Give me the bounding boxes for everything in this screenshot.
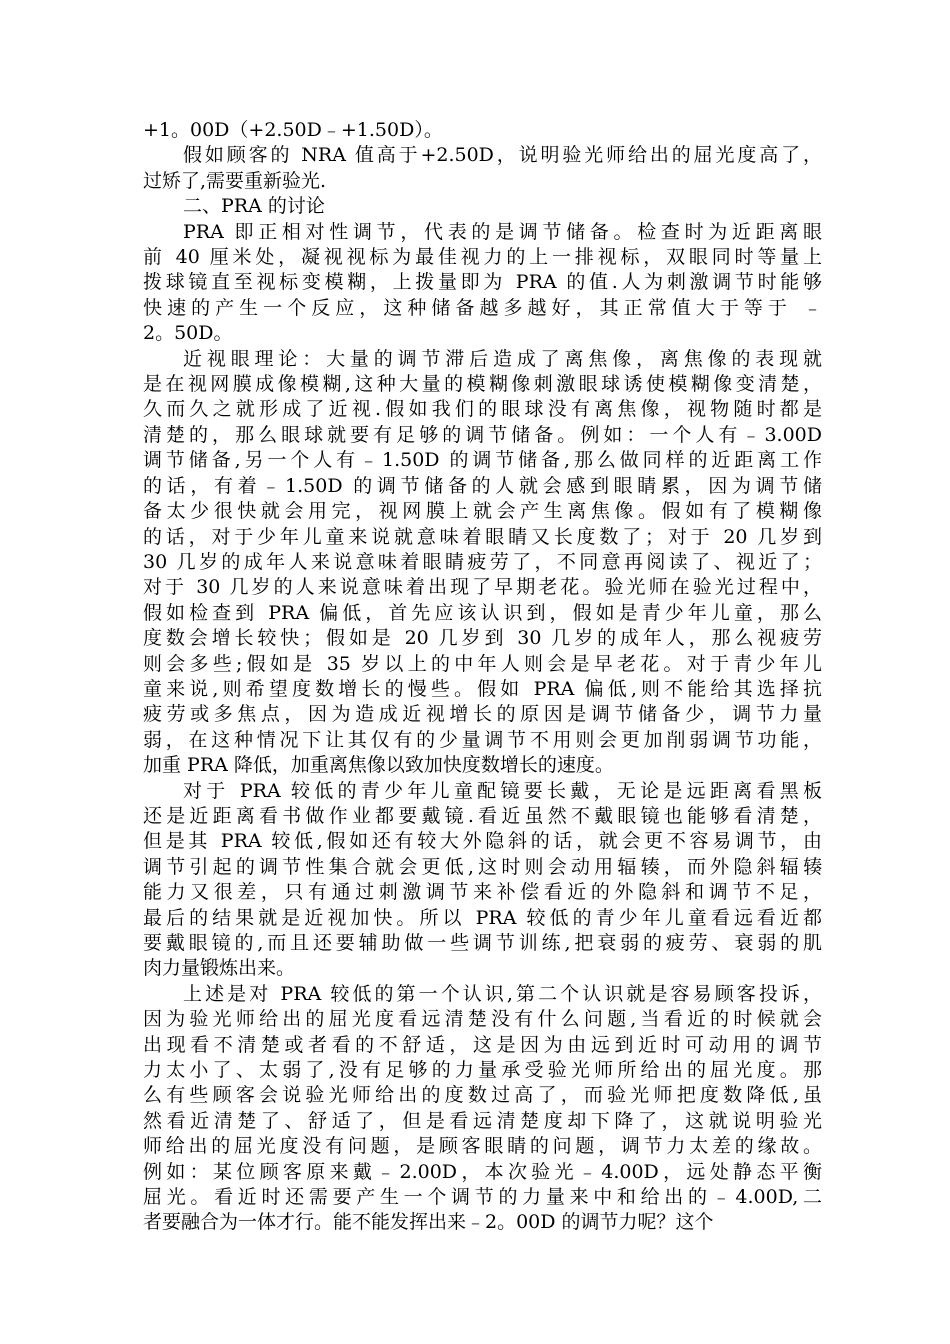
text-line: 对于 30 几岁的人来说意味着出现了早期老花。验光师在验光过程中， <box>143 576 822 599</box>
text-line: 弱，在这种情况下让其仅有的少量调节不用则会更加削弱调节功能， <box>143 728 822 751</box>
text-line: 过矫了,需要重新验光. <box>143 169 327 192</box>
text-line: 师给出的屈光度没有问题，是顾客眼睛的问题，调节力太差的缘故。 <box>143 1135 822 1158</box>
text-line: 近视眼理论：大量的调节滞后造成了离焦像，离焦像的表现就 <box>183 347 822 370</box>
text-line: 清楚的，那么眼球就要有足够的调节储备。例如：一个人有﹣3.00D <box>143 423 822 446</box>
text-line: 拨球镜直至视标变模糊，上拨量即为 PRA 的值.人为刺激调节时能够 <box>143 271 822 294</box>
text-line: 但是其 PRA 较低,假如还有较大外隐斜的话，就会更不容易调节，由 <box>143 830 822 853</box>
text-line: 么有些顾客会说验光师给出的度数过高了，而验光师把度数降低,虽 <box>143 1084 822 1107</box>
text-line: 还是近距离看书做作业都要戴镜.看近虽然不戴眼镜也能够看清楚， <box>143 804 822 827</box>
text-line: 例如：某位顾客原来戴﹣2.00D，本次验光﹣4.00D，远处静态平衡 <box>143 1160 822 1183</box>
text-line: 者要融合为一体才行。能不能发挥出来﹣2。00D 的调节力呢？这个 <box>143 1211 714 1234</box>
text-line: 然看近清楚了、舒适了，但是看远清楚度却下降了，这就说明验光 <box>143 1109 822 1132</box>
paragraph <box>143 779 822 982</box>
text-line: 久而久之就形成了近视.假如我们的眼球没有离焦像，视物随时都是 <box>143 398 822 421</box>
paragraph <box>143 118 822 143</box>
text-line: 则会多些;假如是 35 岁以上的中年人则会是早老花。对于青少年儿 <box>143 652 822 675</box>
paragraph <box>143 982 822 1236</box>
text-line: 疲劳或多焦点，因为造成近视增长的原因是调节储备少，调节力量 <box>143 703 822 726</box>
paragraph <box>143 143 822 194</box>
text-line: 假如检查到 PRA 偏低，首先应该认识到，假如是青少年儿童，那么 <box>143 601 822 624</box>
text-line: 的话，有着﹣1.50D 的调节储备的人就会感到眼睛累，因为调节储 <box>143 474 822 497</box>
text-line: 要戴眼镜的,而且还要辅助做一些调节训练,把衰弱的疲劳、衰弱的肌 <box>143 932 822 954</box>
text-line: +1。00D（+2.50D﹣+1.50D）。 <box>143 119 443 141</box>
paragraph <box>143 194 822 219</box>
text-line: 肉力量锻炼出来。 <box>143 957 296 980</box>
text-line: 调节引起的调节性集合就会更低,这时则会动用辐辏，而外隐斜辐辏 <box>143 855 822 878</box>
text-line: 二、PRA 的讨论 <box>183 195 325 218</box>
text-line: 备太少很快就会用完，视网膜上就会产生离焦像。假如有了模糊像 <box>143 500 822 523</box>
text-line: 度数会增长较快；假如是 20 几岁到 30 几岁的成年人，那么视疲劳 <box>143 627 822 650</box>
text-line: 屈光。看近时还需要产生一个调节的力量来中和给出的﹣4.00D,二 <box>143 1186 822 1209</box>
text-line: 上述是对 PRA 较低的第一个认识,第二个认识就是容易顾客投诉， <box>183 982 822 1005</box>
text-line: 的话，对于少年儿童来说就意味着眼睛又长度数了；对于 20 几岁到 <box>143 525 822 548</box>
text-line: 童来说,则希望度数增长的慢些。假如 PRA 偏低,则不能给其选择抗 <box>143 677 822 700</box>
text-line: 对于 PRA 较低的青少年儿童配镜要长戴，无论是远距离看黑板 <box>183 779 822 802</box>
text-line: 最后的结果就是近视加快。所以 PRA 较低的青少年儿童看远看近都 <box>143 906 822 929</box>
text-line: 出现看不清楚或者看的不舒适，这是因为由远到近时可动用的调节 <box>143 1033 822 1056</box>
text-line: 加重 PRA 降低，加重离焦像以致加快度数增长的速度。 <box>143 754 614 777</box>
text-line: 2。50D。 <box>143 322 233 345</box>
text-line: 30 几岁的成年人来说意味着眼睛疲劳了，不同意再阅读了、视近了； <box>143 550 822 573</box>
text-line: 前 40 厘米处，凝视视标为最佳视力的上一排视标，双眼同时等量上 <box>143 246 822 269</box>
text-line: 能力又很差，只有通过刺激调节来补偿看近的外隐斜和调节不足， <box>143 881 822 904</box>
text-line: 假如顾客的 NRA 值高于+2.50D，说明验光师给出的屈光度高了， <box>183 144 822 167</box>
text-line: 因为验光师给出的屈光度看远清楚没有什么问题,当看近的时候就会 <box>143 1008 822 1031</box>
paragraph <box>143 347 822 779</box>
text-line: 快速的产生一个反应，这种储备越多越好，其正常值大于等于 ﹣ <box>143 296 822 319</box>
text-line: 调节储备,另一个人有﹣1.50D 的调节储备,那么做同样的近距离工作 <box>143 449 822 472</box>
text-line: PRA 即正相对性调节，代表的是调节储备。检查时为近距离眼 <box>183 220 822 243</box>
text-line: 是在视网膜成像模糊,这种大量的模糊像刺激眼球诱使模糊像变清楚， <box>143 373 822 396</box>
paragraph <box>143 220 822 347</box>
text-line: 力太小了、太弱了,没有足够的力量承受验光师所给出的屈光度。那 <box>143 1059 822 1082</box>
